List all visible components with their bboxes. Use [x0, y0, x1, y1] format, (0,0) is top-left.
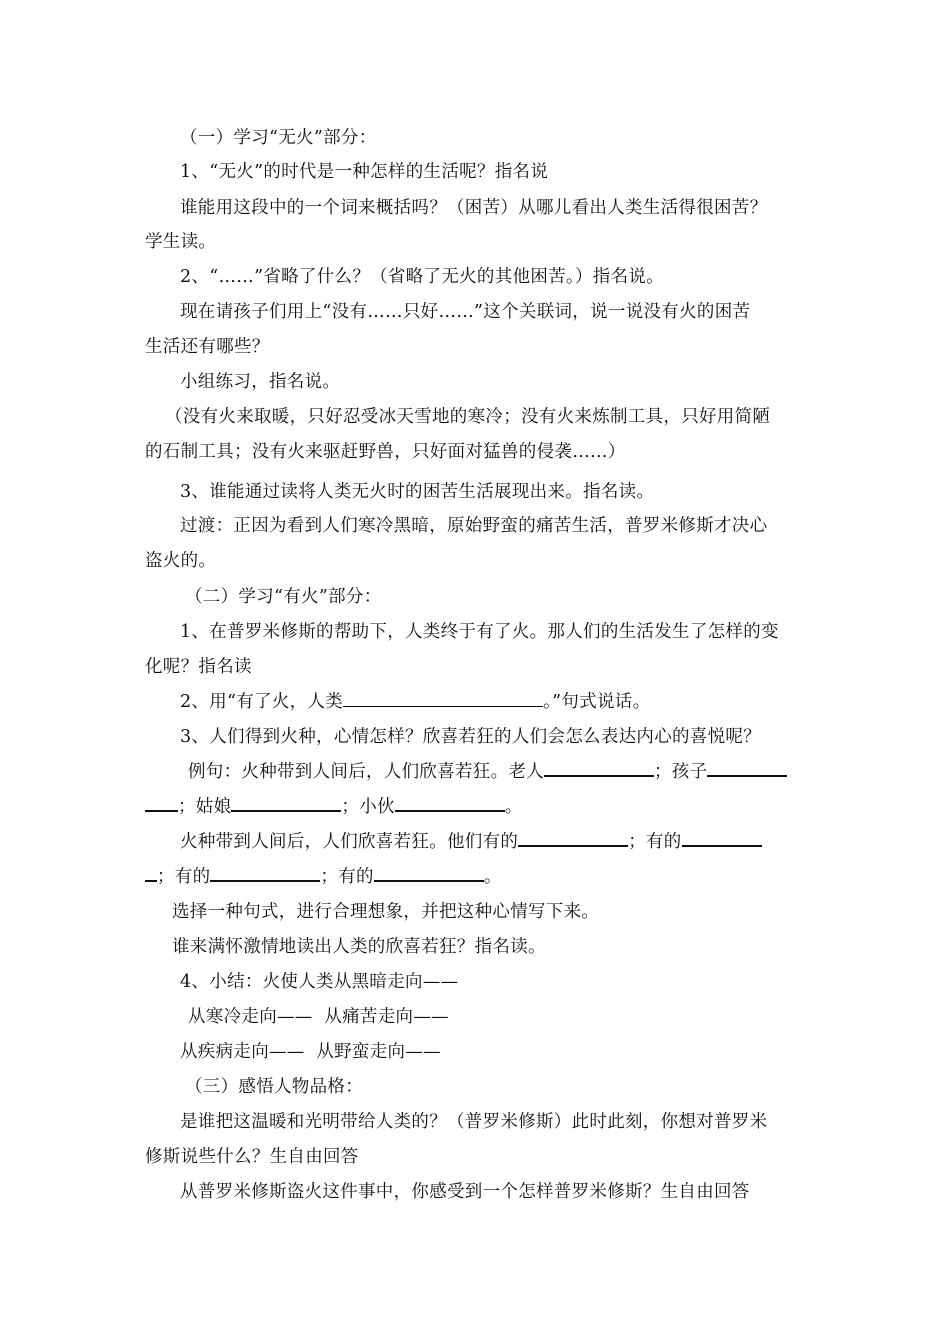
text: 现在请孩子们用上“没有……只好……”这个关联词，说一说没有火的困苦 [180, 302, 751, 322]
fill-blank [544, 759, 654, 777]
text: 盗火的。 [145, 551, 217, 571]
text: 从普罗米修斯盗火这件事中，你感受到一个怎样普罗米修斯？生自由回答 [180, 1182, 750, 1202]
fill-blank [707, 759, 787, 777]
fill-blank [518, 829, 628, 847]
text: 选择一种句式，进行合理想象，并把这种心情写下来。 [172, 902, 600, 922]
section-heading-3 [185, 1074, 363, 1100]
text: 学生读。 [145, 232, 217, 252]
text: （二）学习“有火”部分： [185, 587, 382, 607]
text: 生活还有哪些？ [145, 337, 270, 357]
paragraph [145, 439, 626, 465]
text: 。 [483, 867, 502, 887]
paragraph [180, 195, 767, 221]
summary-line [188, 1004, 449, 1030]
text: 例句：火种带到人间后，人们欣喜若狂。老人 [188, 762, 544, 782]
fill-blank [374, 864, 484, 882]
text: （三）感悟人物品格： [185, 1077, 363, 1097]
text: 谁来满怀激情地读出人类的欣喜若狂？指名读。 [172, 937, 546, 957]
text: 从疾病走向—— 从野蛮走向—— [180, 1042, 441, 1062]
text: 从寒冷走向—— 从痛苦走向—— [188, 1007, 449, 1027]
summary-heading [180, 969, 458, 995]
example-sentence [188, 759, 787, 785]
paragraph [180, 724, 761, 750]
example-sentence [145, 864, 502, 890]
paragraph [180, 479, 654, 505]
paragraph [145, 548, 216, 574]
text: 火种带到人间后，人们欣喜若狂。他们有的 [180, 832, 519, 852]
text: ；孩子 [654, 762, 708, 782]
paragraph [145, 334, 270, 360]
paragraph [145, 654, 252, 680]
text: ；有的 [157, 867, 211, 887]
text: 3、人们得到火种，心情怎样？欣喜若狂的人们会怎么表达内心的喜悦呢？ [180, 727, 762, 747]
fill-blank [210, 864, 320, 882]
paragraph [180, 1179, 750, 1205]
summary-line [180, 1039, 441, 1065]
text: 是谁把这温暖和光明带给人类的？（普罗米修斯）此时此刻，你想对普罗米 [180, 1112, 768, 1132]
paragraph [180, 264, 664, 290]
text: （没有火来取暖，只好忍受冰天雪地的寒冷；没有火来炼制工具，只好用简陋 [165, 407, 771, 427]
text: 1、在普罗米修斯的帮助下，人类终于有了火。那人们的生活发生了怎样的变 [180, 622, 779, 642]
text: ；姑娘 [178, 797, 232, 817]
text: ；有的 [628, 832, 682, 852]
paragraph [180, 1109, 767, 1135]
text: ；有的 [320, 867, 374, 887]
paragraph [180, 619, 779, 645]
example-sentence [180, 829, 762, 855]
fill-blank [682, 829, 762, 847]
paragraph [180, 159, 548, 185]
text: 1、“无火”的时代是一种怎样的生活呢？指名说 [180, 162, 549, 182]
fill-blank [343, 690, 543, 707]
text: 3、谁能通过读将人类无火时的困苦生活展现出来。指名读。 [180, 482, 655, 502]
paragraph [180, 299, 750, 325]
text: 过渡：正因为看到人们寒冷黑暗，原始野蛮的痛苦生活，普罗米修斯才决心 [180, 516, 768, 536]
paragraph [180, 369, 340, 395]
text: 4、小结：火使人类从黑暗走向—— [180, 972, 459, 992]
text: 。 [504, 797, 523, 817]
paragraph [145, 229, 216, 255]
paragraph [145, 1144, 359, 1170]
paragraph [180, 689, 650, 715]
example-sentence [145, 794, 523, 820]
text: 化呢？指名读 [145, 657, 252, 677]
text: 小组练习，指名说。 [180, 372, 341, 392]
text: （一）学习“无火”部分： [180, 128, 377, 148]
section-heading-2 [185, 584, 382, 610]
section-heading-1 [180, 125, 377, 151]
fill-blank [231, 794, 341, 812]
text: 2、“……”省略了什么？（省略了无火的其他困苦。）指名说。 [180, 267, 664, 287]
text: 谁能用这段中的一个词来概括吗？（困苦）从哪儿看出人类生活得很困苦？ [180, 198, 768, 218]
text: 的石制工具；没有火来驱赶野兽，只好面对猛兽的侵袭……） [145, 442, 626, 462]
text: 。”句式说话。 [543, 692, 651, 712]
fill-blank [395, 794, 505, 812]
paragraph [172, 934, 546, 960]
fill-blank [145, 864, 157, 882]
paragraph [180, 513, 767, 539]
paragraph [165, 404, 770, 430]
text: ；小伙 [341, 797, 395, 817]
fill-blank [145, 794, 178, 812]
text: 2、用“有了火，人类 [180, 692, 344, 712]
paragraph [172, 899, 599, 925]
text: 修斯说些什么？生自由回答 [145, 1147, 359, 1167]
